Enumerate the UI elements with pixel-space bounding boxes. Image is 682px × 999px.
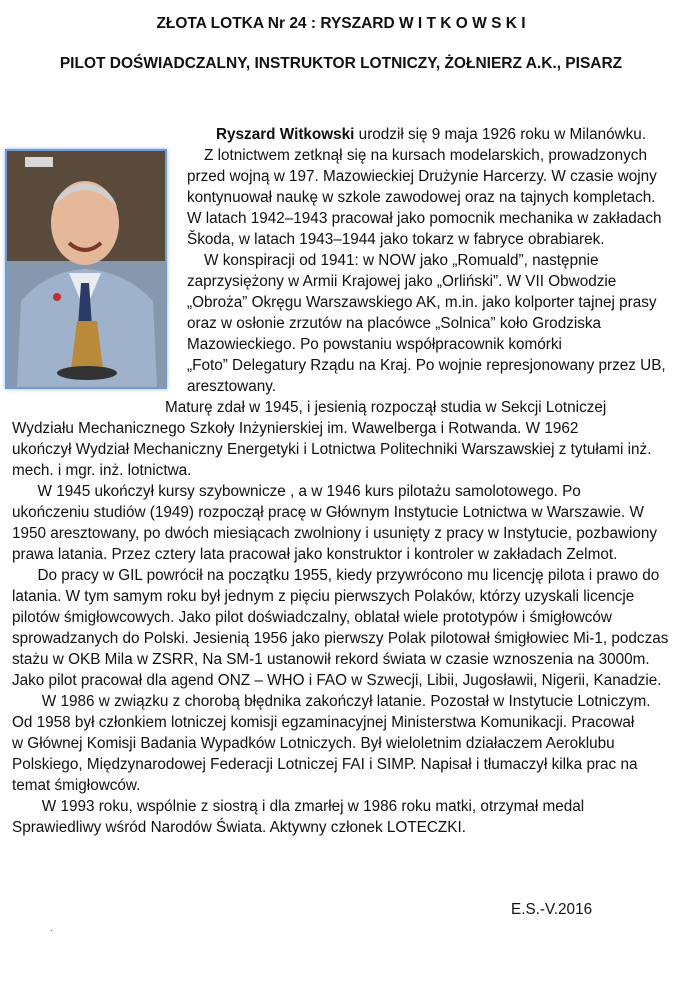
text-line: „Obroża” Okręgu Warszawskiego AK, m.in. jako kolporter tajnej prasy [187, 294, 657, 311]
text-line: stażu w OKB Mila w ZSRR, Na SM-1 ustanowił rekord świata w czasie wznoszenia na 3000m. [12, 651, 650, 668]
text-line: ukończył Wydział Mechaniczny Energetyki i Lotnictwa Politechniki Warszawskiej z tytułami inż. [12, 441, 652, 458]
text-line: Mazowieckiego. Po powstaniu współpracownik komórki [187, 336, 562, 353]
text-line: Wydziału Mechanicznego Szkoły Inżynierskiej im. Wawelberga i Rotwanda. W 1962 [12, 420, 579, 437]
text-line: pilotów śmigłowcowych. Jako pilot doświadczalny, oblatał wiele prototypów i śmigłowców [12, 609, 612, 626]
text-line: oraz w osłonie zrzutów na placówce „Solnica” koło Grodziska [187, 315, 602, 332]
text-line: ukończeniu studiów (1949) rozpoczął pracę w Głównym Instytucie Lotnictwa w Warszawie. W [12, 504, 644, 521]
text-line: aresztowany. [187, 378, 276, 395]
text-line: sprowadzanych do Polski. Jesienią 1956 jako pierwszy Polak pilotował śmigłowiec Mi-1, podczas [12, 630, 669, 647]
text-line: Z lotnictwem zetknął się na kursach modelarskich, prowadzonych [187, 147, 647, 164]
text-line: kontynuował naukę w szkole zawodowej oraz na tajnych kompletach. [187, 189, 656, 206]
text-line: W konspiracji od 1941: w NOW jako „Romuald”, następnie [187, 252, 599, 269]
text-line: Polskiego, Międzynarodowej Federacji Lotniczej FAI i SIMP. Napisał i tłumaczył kilka prac na [12, 756, 638, 773]
text-line: Sprawiedliwy wśród Narodów Świata. Aktywny członek LOTECZKI. [12, 819, 466, 836]
page-subtitle: PILOT DOŚWIADCZALNY, INSTRUKTOR LOTNICZY, ŻOŁNIERZ A.K., PISARZ [59, 55, 623, 72]
intro-paragraph [187, 124, 671, 397]
portrait-photo [5, 149, 167, 389]
text-line: Maturę zdał w 1945, i jesienią rozpoczął studia w Sekcji Lotniczej [12, 399, 607, 416]
text-line: „Foto” Delegatury Rządu na Kraj. Po wojnie represjonowany przez UB, [187, 357, 666, 374]
text-line: prawa latania. Przez cztery lata pracował jako konstruktor i kontroler w zakładach Zelmot. [12, 546, 618, 563]
text-line: Jako pilot pracował dla agend ONZ – WHO i FAO w Szwecji, Libii, Jugosławii, Nigerii, Kanadzie. [12, 672, 662, 689]
signature: E.S.-V.2016 [511, 901, 593, 918]
footer-mark: . [50, 923, 53, 934]
text-line: przed wojną w 197. Mazowieckiej Drużynie Harcerzy. W czasie wojny [187, 168, 657, 185]
text-line: 1950 aresztowany, po dwóch miesiącach zwolniony i usunięty z pracy w Instytucie, pozbawiony [12, 525, 658, 542]
text-line: latania. W tym samym roku był jednym z pięciu pierwszych Polaków, którzy uzyskali licencje [12, 588, 635, 605]
text-line: W 1945 ukończył kursy szybownicze , a w 1946 kurs pilotażu samolotowego. Po [12, 483, 581, 500]
text-line: zaprzysiężony w Armii Krajowej jako „Orliński”. W VII Obwodzie [187, 273, 617, 290]
intro-line-1: Ryszard Witkowski urodził się 9 maja 1926 roku w Milanówku. [216, 126, 647, 143]
text-line: W 1993 roku, wspólnie z siostrą i dla zmarłej w 1986 roku matki, otrzymał medal [12, 798, 585, 815]
text-line: W latach 1942–1943 pracował jako pomocnik mechanika w zakładach [187, 210, 662, 227]
text-line: mech. i mgr. inż. lotnictwa. [12, 462, 192, 479]
body-paragraphs [12, 397, 676, 838]
text-line: temat śmigłowców. [12, 777, 141, 794]
text-line: W 1986 w związku z chorobą błędnika zakończył latanie. Pozostał w Instytucie Lotniczym. [12, 693, 651, 710]
page-title: ZŁOTA LOTKA Nr 24 : RYSZARD W I T K O W S K I [156, 15, 526, 32]
person-name: Ryszard Witkowski [216, 126, 355, 143]
text-line: Škoda, w latach 1943–1944 jako tokarz w fabryce obrabiarek. [187, 231, 605, 248]
text-line: Do pracy w GIL powrócił na początku 1955, kiedy przywrócono mu licencję pilota i prawo do [12, 567, 660, 584]
text-line: Od 1958 był członkiem lotniczej komisji egzaminacyjnej Ministerstwa Komunikacji. Pracował [12, 714, 635, 731]
text-line: w Głównej Komisji Badania Wypadków Lotniczych. Był wieloletnim działaczem Aeroklubu [12, 735, 615, 752]
